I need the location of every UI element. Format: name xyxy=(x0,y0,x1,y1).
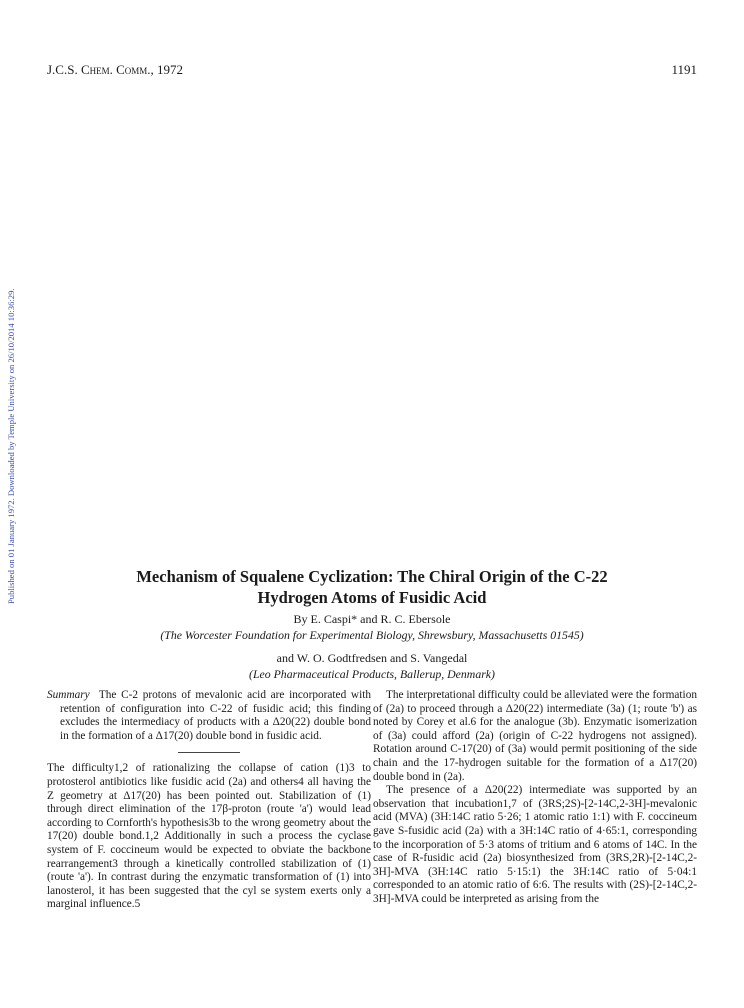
affiliation-2: (Leo Pharmaceutical Products, Ballerup, Denmark) xyxy=(249,667,495,681)
author-line-2: and W. O. Godtfredsen and S. Vangedal xyxy=(276,651,468,665)
intro-paragraph: The difficulty1,2 of rationalizing the collapse of cation (1)3 to protosterol antibiotics like fusidic acid (2a) and others4 all having the Z geometry at Δ17(20) has been pointed out. Stabilization of (1) through direct elimination of the 17β-proton (route 'a') would lead according to Cornforth's hypothesis3b to the wrong geometry about the 17(20) double bond.1,2 Additionally in such a process the cyclase system of F. coccineum would be expected to obviate the backbone rearrangement3 through a kinetically controlled stabilization of (1) (route 'a'). In contrast during the enzymatic transformation of (1) into lanosterol, it has been suggested that the cyl se system exerts only a marginal influence.5 xyxy=(47,762,371,911)
page-number: 1191 xyxy=(671,62,697,77)
summary-label: Summary xyxy=(47,689,90,701)
section-divider xyxy=(178,752,240,753)
left-column xyxy=(47,689,371,912)
download-watermark: Published on 01 January 1972. Downloaded by Temple University on 26/10/2014 10:36:29. xyxy=(6,288,16,604)
running-head xyxy=(47,62,697,78)
article-title xyxy=(100,566,644,608)
right-column xyxy=(373,689,697,907)
summary-paragraph xyxy=(47,689,371,743)
affiliation-1: (The Worcester Foundation for Experimental Biology, Shrewsbury, Massachusetts 01545) xyxy=(160,628,584,642)
title-line-2: Hydrogen Atoms of Fusidic Acid xyxy=(257,588,487,607)
paragraph-interpretation: The interpretational difficulty could be alleviated were the formation of (2a) to proceed through a Δ20(22) intermediate (3a) (1; route 'b') as noted by Corey et al.6 for the analogue (3b). Enzymatic isomerization of (3a) could afford (2a) (origin of C-22 hydrogens not assigned). Rotation around C-17(20) of (3a) would permit positioning of the side chain and the 17-hydrogen suitable for the formation of a Δ17(20) double bond in (2a). xyxy=(373,689,697,783)
journal-citation: J.C.S. Chem. Comm., 1972 xyxy=(47,62,184,77)
author-line-1: By E. Caspi* and R. C. Ebersole xyxy=(293,612,451,626)
paragraph-evidence: The presence of a Δ20(22) intermediate was supported by an observation that incubation1,7 of (3RS;2S)-[2-14C,2-3H]-mevalonic acid (MVA) (3H:14C ratio 5·26; 1 atomic ratio 1:1) with F. coccineum gave S-fusidic acid (2a) with a 3H:14C ratio of 4·65:1, corresponding to the incorporation of 5·3 atoms of tritium and 6 atoms of 14C. In the case of R-fusidic acid (2a) biosynthesized from (3RS,2R)-[2-14C,2-3H]-MVA (3H:14C ratio 5·15:1) the 3H:14C ratio of 5·04:1 corresponded to an atomic ratio of 6:6. The results with (2S)-[2-14C,2-3H]-MVA could be interpreted as arising from the xyxy=(373,784,697,905)
summary-text: The C-2 protons of mevalonic acid are incorporated with retention of configuration into C-22 of fusidic acid; this finding excludes the intermediacy of products with a Δ20(22) double bond in the formation of a Δ17(20) double bond in fusidic acid. xyxy=(60,689,371,742)
title-line-1: Mechanism of Squalene Cyclization: The Chiral Origin of the C-22 xyxy=(136,567,608,586)
